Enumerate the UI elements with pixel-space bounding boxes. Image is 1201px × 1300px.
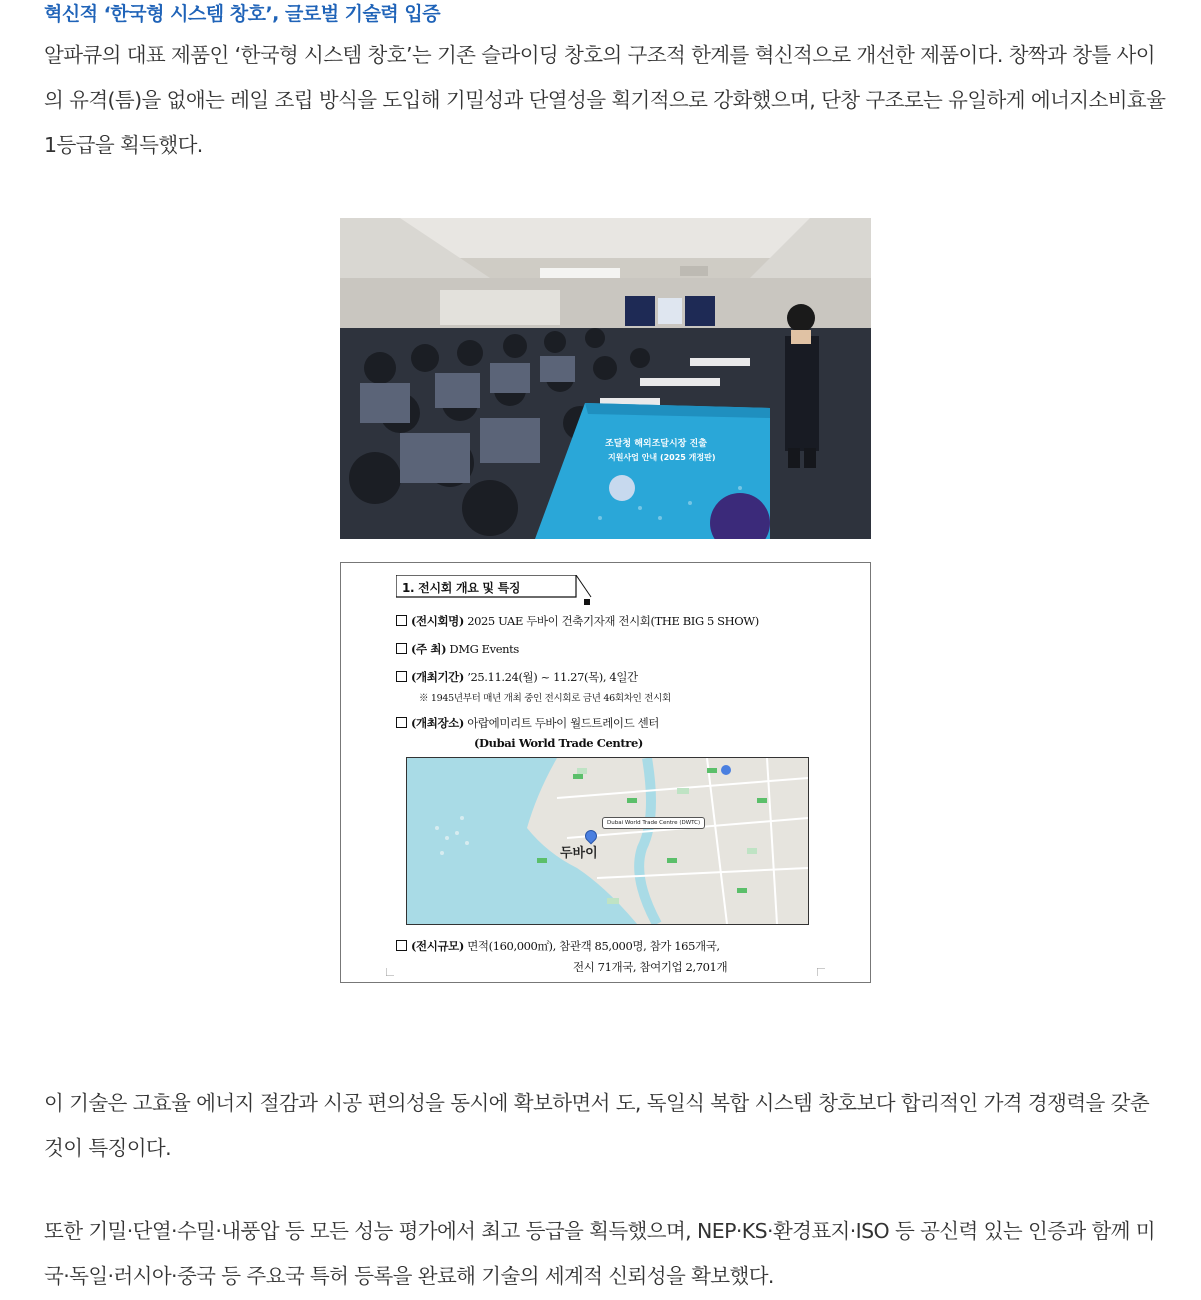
checkbox-icon [396, 671, 407, 682]
document-item-scale: (전시규모) 면적(160,000㎡), 참관객 85,000명, 참가 165개국, [396, 938, 720, 954]
document-item-venue: (개최장소) 아랍에미리트 두바이 월드트레이드 센터 [396, 715, 659, 731]
svg-text:조달청 해외조달시장 진출: 조달청 해외조달시장 진출 [605, 439, 707, 449]
svg-text:지원사업 안내 (2025 개정판): 지원사업 안내 (2025 개정판) [608, 453, 716, 462]
exhibition-document [340, 562, 871, 983]
checkbox-icon [396, 615, 407, 626]
document-item-period: (개최기간) ’25.11.24(월) ~ 11.27(목), 4일간 [396, 669, 638, 685]
document-item-name: (전시회명) 2025 UAE 두바이 건축기자재 전시회(THE BIG 5 SHOW) [396, 613, 759, 629]
document-heading: 1. 전시회 개요 및 특징 [402, 581, 521, 595]
paragraph-intro: 알파큐의 대표 제품인 ‘한국형 시스템 창호’는 기존 슬라이딩 창호의 구조적 한계를 혁신적으로 개선한 제품이다. 창짝과 창틀 사이의 유격(틈)을 없애는 레일 조립 방식을 도입해 기밀성과 단열성을 획기적으로 강화했으며, 단창 구조로는 유일하게 에너지소비효율 1등급을 획득했다. [44, 43, 1166, 157]
venue-map [406, 757, 809, 925]
paragraph-certification: 또한 기밀·단열·수밀·내풍압 등 모든 성능 평가에서 최고 등급을 획득했으며, NEP·KS·환경표지·ISO 등 공신력 있는 인증과 함께 미국·독일·러시아·중국 등 주요국 특허 등록을 완료해 기술의 세계적 신뢰성을 확보했다. [44, 1219, 1155, 1288]
seminar-photo [340, 218, 871, 539]
map-callout-dwtc: Dubai World Trade Centre (DWTC) [602, 817, 705, 829]
checkbox-icon [396, 717, 407, 728]
document-scale-line2: 전시 71개국, 참여기업 2,701개 [573, 960, 728, 974]
map-city-label: 두바이 [560, 846, 598, 861]
checkbox-icon [396, 643, 407, 654]
document-item-host: (주 최) DMG Events [396, 641, 519, 657]
document-venue-english: (Dubai World Trade Centre) [474, 736, 643, 750]
checkbox-icon [396, 940, 407, 951]
paragraph-pricing: 이 기술은 고효율 에너지 절감과 시공 편의성을 동시에 확보하면서 도, 독일식 복합 시스템 창호보다 합리적인 가격 경쟁력을 갖춘 것이 특징이다. [44, 1091, 1150, 1160]
document-note: ※ 1945년부터 매년 개최 중인 전시회로 금년 46회차인 전시회 [419, 693, 671, 704]
section-subheading: 혁신적 ‘한국형 시스템 창호’, 글로벌 기술력 입증 [44, 3, 441, 25]
